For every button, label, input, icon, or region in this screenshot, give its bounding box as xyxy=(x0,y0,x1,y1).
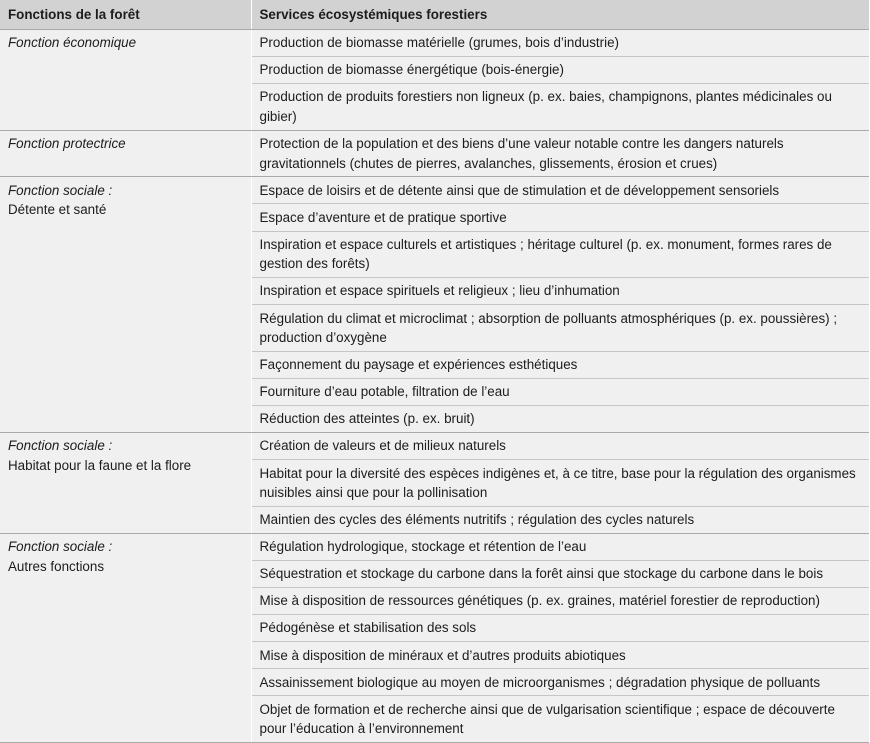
column-header-services: Services écosystémiques forestiers xyxy=(251,0,869,30)
function-cell xyxy=(0,130,251,177)
function-subtitle: Autres fonctions xyxy=(8,558,105,574)
service-cell: Régulation hydrologique, stockage et rétention de l’eau xyxy=(251,533,869,560)
service-cell: Façonnement du paysage et expériences esthétiques xyxy=(251,351,869,378)
table-row xyxy=(0,30,869,57)
service-cell: Production de biomasse énergétique (bois-énergie) xyxy=(251,57,869,84)
service-cell: Production de biomasse matérielle (grumes, bois d’industrie) xyxy=(251,30,869,57)
column-header-functions: Fonctions de la forêt xyxy=(0,0,251,30)
function-label: Fonction protectrice xyxy=(8,136,126,152)
service-cell: Espace d’aventure et de pratique sportive xyxy=(251,204,869,231)
service-cell: Séquestration et stockage du carbone dans la forêt ainsi que stockage du carbone dans le bois xyxy=(251,561,869,588)
table-header-row xyxy=(0,0,869,30)
service-cell: Pédogénèse et stabilisation des sols xyxy=(251,615,869,642)
service-cell: Espace de loisirs et de détente ainsi que de stimulation et de développement sensoriels xyxy=(251,177,869,204)
function-label: Fonction sociale : xyxy=(8,438,113,454)
function-label: Fonction sociale : xyxy=(8,539,113,555)
service-cell: Assainissement biologique au moyen de microorganismes ; dégradation physique de polluants xyxy=(251,669,869,696)
service-cell: Fourniture d’eau potable, filtration de l’eau xyxy=(251,378,869,405)
service-cell: Maintien des cycles des éléments nutritifs ; régulation des cycles naturels xyxy=(251,506,869,533)
function-cell xyxy=(0,433,251,534)
service-cell: Réduction des atteintes (p. ex. bruit) xyxy=(251,406,869,433)
table-row xyxy=(0,433,869,460)
service-cell: Mise à disposition de ressources génétiques (p. ex. graines, matériel forestier de reproduction) xyxy=(251,588,869,615)
service-cell: Habitat pour la diversité des espèces indigènes et, à ce titre, base pour la régulation des organismes nuisibles ainsi que pour la pollinisation xyxy=(251,460,869,507)
function-cell xyxy=(0,533,251,742)
table-body xyxy=(0,30,869,743)
service-cell: Production de produits forestiers non ligneux (p. ex. baies, champignons, plantes médicinales ou gibier) xyxy=(251,84,869,131)
function-subtitle: Habitat pour la faune et la flore xyxy=(8,457,192,473)
function-label: Fonction sociale : xyxy=(8,182,113,198)
function-label: Fonction économique xyxy=(8,35,137,51)
function-subtitle: Détente et santé xyxy=(8,202,107,218)
service-cell: Mise à disposition de minéraux et d’autres produits abiotiques xyxy=(251,642,869,669)
function-cell xyxy=(0,177,251,433)
service-cell: Inspiration et espace culturels et artistiques ; héritage culturel (p. ex. monument, formes rares de gestion des forêts) xyxy=(251,231,869,278)
service-cell: Objet de formation et de recherche ainsi que de vulgarisation scientifique ; espace de découverte pour l’éducation à l’environnement xyxy=(251,696,869,743)
service-cell: Régulation du climat et microclimat ; absorption de polluants atmosphériques (p. ex. poussières) ; production d’oxygène xyxy=(251,305,869,352)
service-cell: Création de valeurs et de milieux naturels xyxy=(251,433,869,460)
service-cell: Protection de la population et des biens d’une valeur notable contre les dangers naturels gravitationnels (chutes de pierres, avalanches, glissements, érosion et crues) xyxy=(251,130,869,177)
service-cell: Inspiration et espace spirituels et religieux ; lieu d’inhumation xyxy=(251,278,869,305)
table-row xyxy=(0,533,869,560)
function-cell xyxy=(0,30,251,131)
table-row xyxy=(0,130,869,177)
table-row xyxy=(0,177,869,204)
